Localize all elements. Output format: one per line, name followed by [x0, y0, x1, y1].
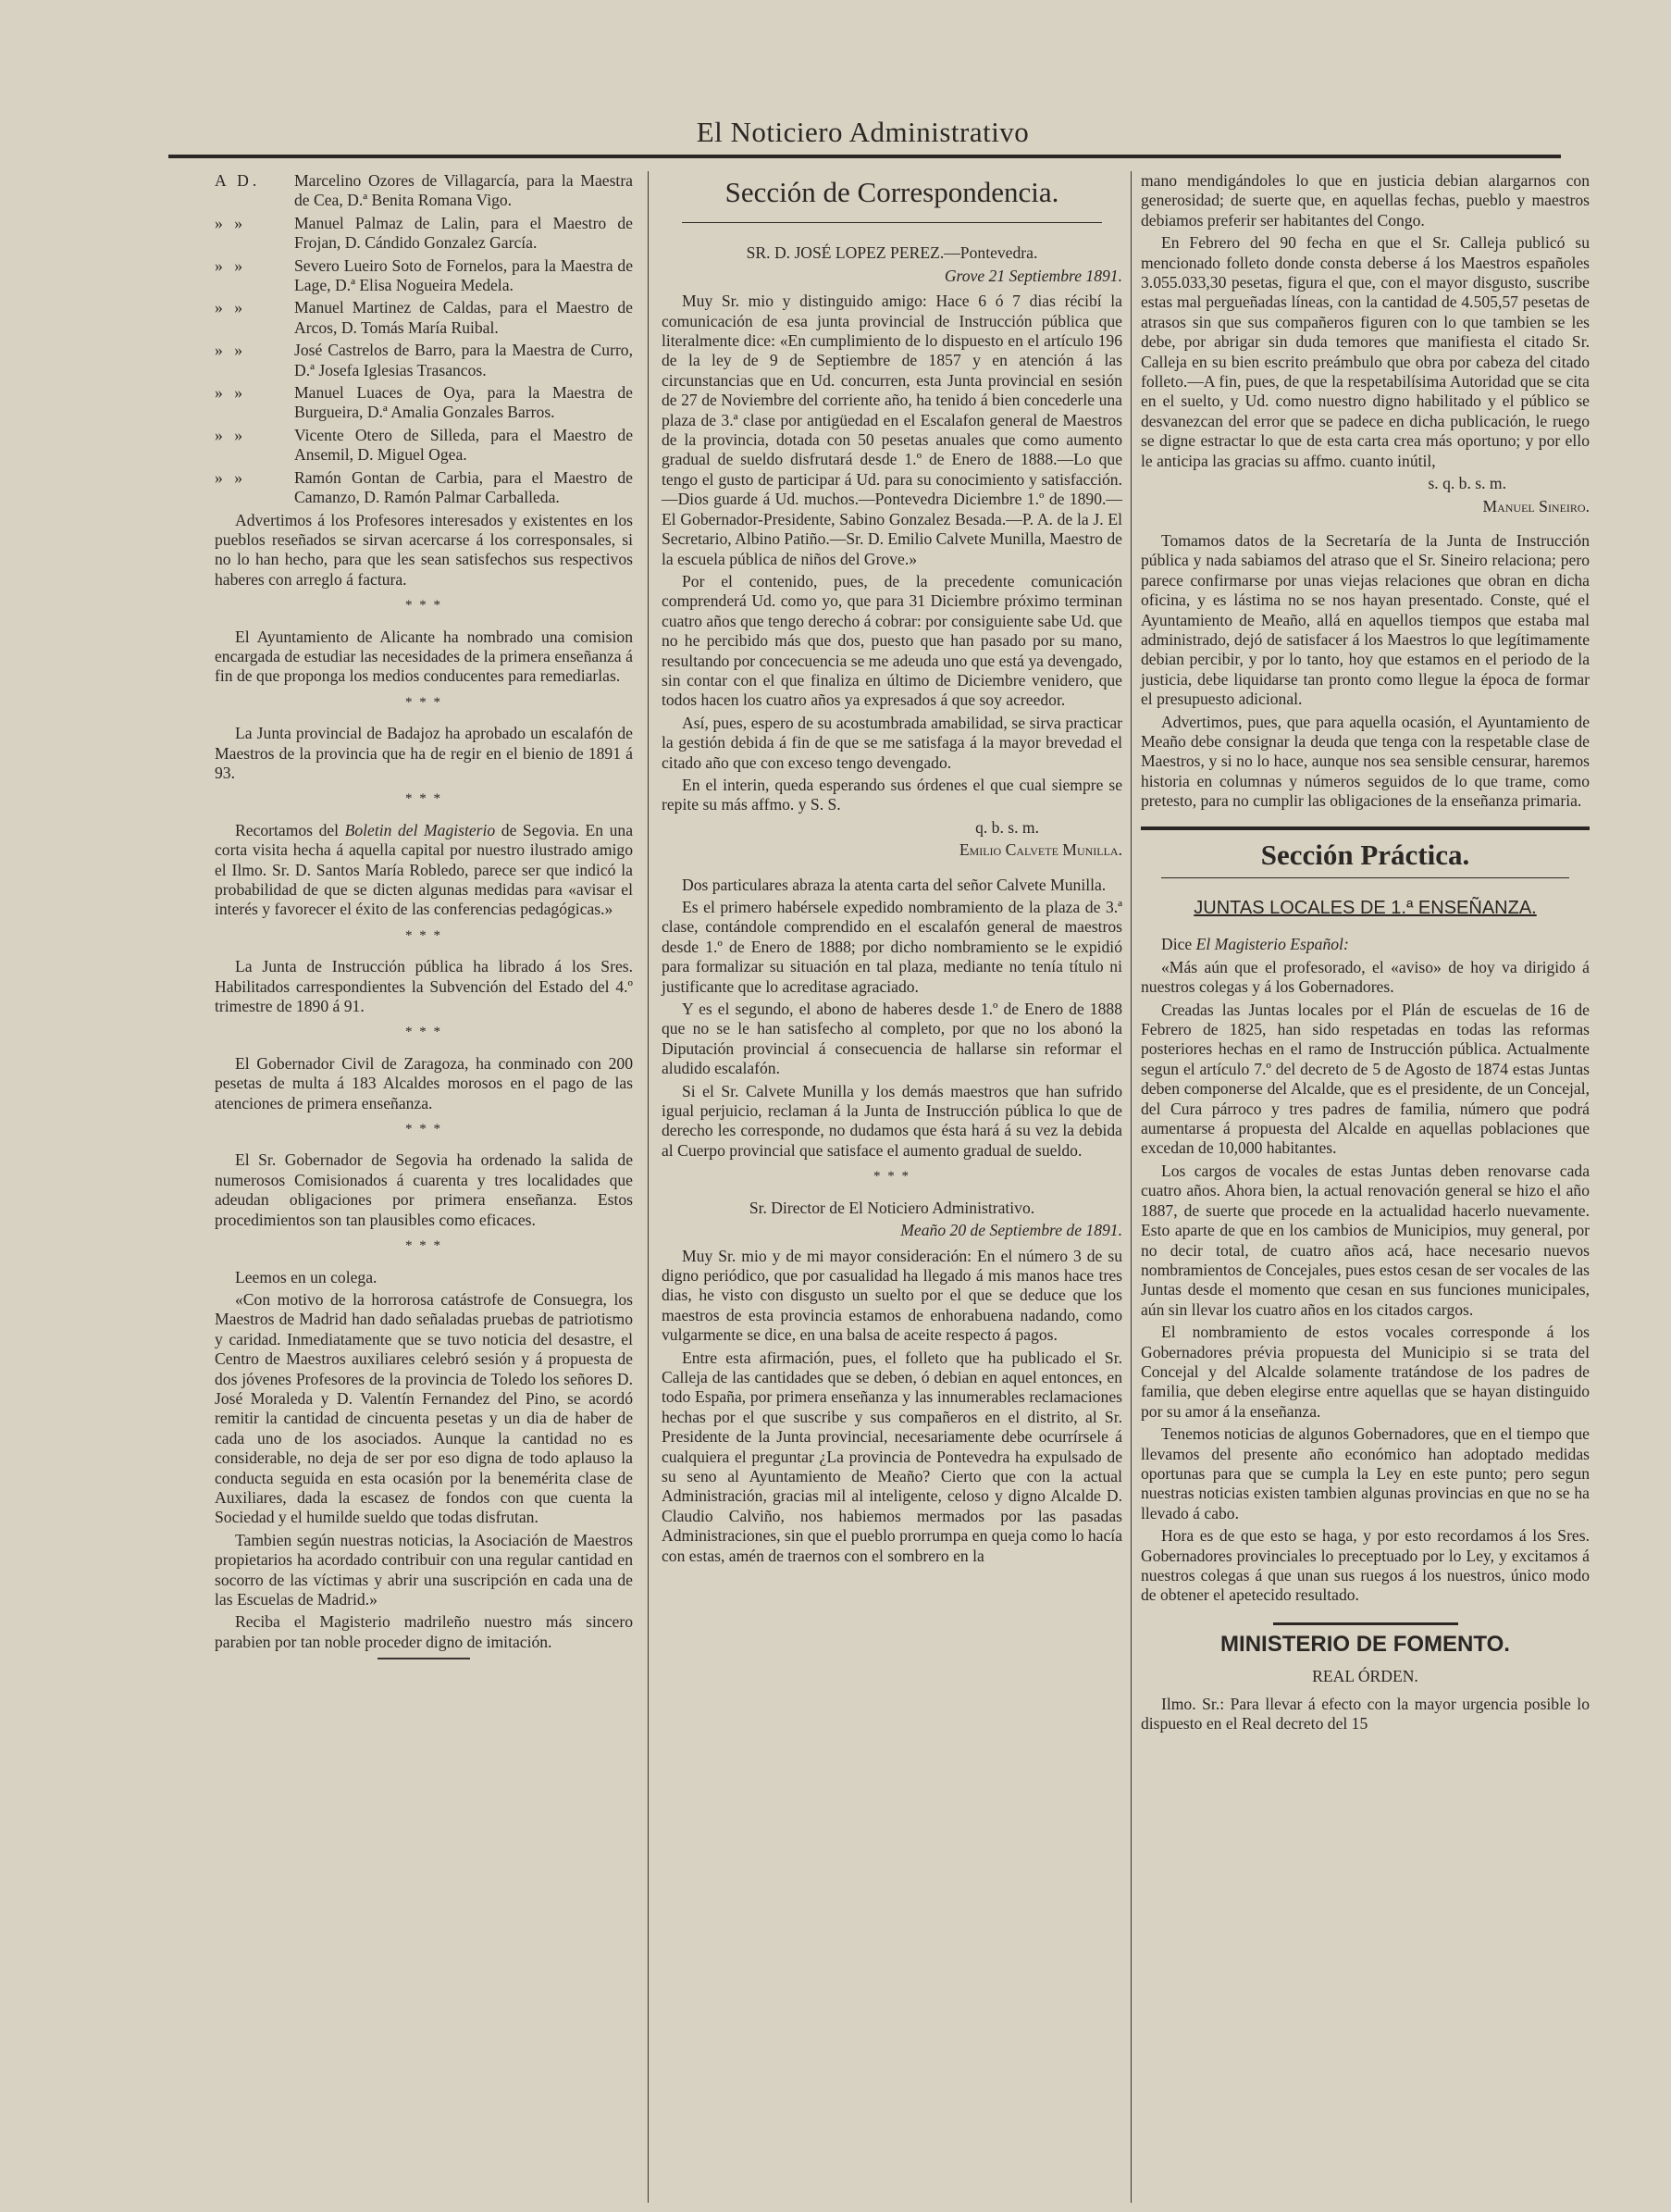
list-item [215, 383, 633, 423]
section-asterisks: * * * [405, 694, 442, 710]
list-text: José Castrelos de Barro, para la Maestra de Curro, D.ª Josefa Iglesias Trasancos. [294, 341, 633, 379]
paragraph: En Febrero del 90 fecha en que el Sr. Calleja publicó su mencionado folleto donde consta deberse á los Maestros españoles 3.055.033,30 pesetas, figura el que, con el mayor disgusto, suscribe estas mal pergueñadas líneas, con la cantidad de 4.505,57 pesetas de atrasos sin que sus compañeros figuren con lo que tambien se les debe, por abrigar sin duda temores que manifiesta el citado Sr. Calleja en su bien escrito preámbulo que obra por cabeza del citado folleto.—A fin, pues, de que la respetabilísima Autoridad que se cita en el suelto, y Ud. como nuestro digno habilitado y el público se desvanezcan del error que se padece en dicha publicación, le ruego se digne estractar lo que de esta carta crea más oportuno; y por ello le anticipa las gracias su affmo. cuanto inútil, [1141, 233, 1590, 470]
paragraph: Advertimos, pues, que para aquella ocasión, el Ayuntamiento de Meaño debe consignar la deuda que tenga con la respetable clase de Maestros, y si no lo hace, aunque nos sea sensible censurar, haremos historia en columnas y números seguidos de lo que trame, como pretesto, para no cumplir las obligaciones de la enseñanza primaria. [1141, 712, 1590, 811]
section-asterisks: * * * [405, 927, 442, 943]
paragraph: Si el Sr. Calvete Munilla y los demás maestros que han sufrido igual perjuicio, reclaman á la Junta de Instrucción pública lo que de derecho les corresponde, no dudamos que ésta hará á su vez la debida al Cuerpo provincial que satisface el aumento gradual de sueldo. [662, 1081, 1122, 1160]
list-prefix: » » [215, 383, 246, 403]
column-2 [662, 171, 1122, 1569]
paragraph: «Con motivo de la horrorosa catástrofe de Consuegra, los Maestros de Madrid han dado señaladas pruebas de patriotismo y caridad. Inmediatamente que se tuvo noticia del desastre, el Centro de Maestros auxiliares celebró sesión y á propuesta de dos jóvenes Profesores de la provincia de Toledo los señores D. José Moraleda y D. Valentín Fernandez del Pino, se acordó remitir la cantidad de cincuenta pesetas y un dia de haber de cada uno de los asociados. Aunque la cantidad no es considerable, no deja de ser por eso digna de todo aplauso la conducta seguida en esta ocasión por la benemérita clase de Auxiliares, dada la escasez de fondos con que cuenta la Sociedad y el humilde sueldo que todas disfrutan. [215, 1289, 633, 1527]
paragraph: «Más aún que el profesorado, el «aviso» de hoy va dirigido á nuestros colegas y á los Gobernadores. [1141, 957, 1590, 997]
paragraph: mano mendigándoles lo que en justicia debian alargarnos con generosidad; de suerte que, en aquellas fechas, pueblo y maestros debiamos preferir ser habitantes del Congo. [1141, 171, 1590, 230]
list-text: Severo Lueiro Soto de Fornelos, para la Maestra de Lage, D.ª Elisa Nogueira Medela. [294, 255, 633, 295]
paragraph: Dos particulares abraza la atenta carta del señor Calvete Munilla. [682, 875, 1107, 894]
section-rule [1141, 826, 1590, 830]
letter-addressee: Sr. Director de El Noticiero Administrativo. [749, 1198, 1035, 1217]
list-text: Marcelino Ozores de Villagarcía, para la Maestra de Cea, D.ª Benita Romana Vigo. [294, 171, 633, 210]
list-prefix: » » [215, 298, 246, 317]
list-item [215, 298, 633, 338]
text-run: de Segovia. En una corta visita hecha á aquella capital por nuestro ilustrado amigo el Ilmo. Sr. D. Santos María Robledo, parece ser que indicó la probabilidad de que se dicten algunas medidas para «avisar el interés y favorecer el éxito de las conferencias pedagógicas.» [215, 820, 634, 919]
publication-title: Boletin del Magisterio [344, 820, 496, 839]
paragraph: Entre esta afirmación, pues, el folleto que ha publicado el Sr. Calleja de las cantidades que se deben, ó debian en aquel entonces, en todo España, por primera enseñanza y las innumerables reclamaciones hechas por el que suscribe y sus compañeros en el distrito, al Sr. Presidente de la Junta provincial, necesariamente debe ocurrírsele á cualquiera el preguntar ¿La provincia de Pontevedra ha expulsado de su seno al Ayuntamiento de Meaño? Cierto que con la actual Administración, gracias mil al inteligente, celoso y digno Alcalde D. Claudio Calviño, nos habiemos mermados por las pasadas Administraciones, sin que el pueblo prorrumpa en queja como lo hacía con estas, amén de traernos con el sombrero en la [662, 1348, 1122, 1565]
paragraph: El Gobernador Civil de Zaragoza, ha conminado con 200 pesetas de multa á 183 Alcaldes morosos en el pago de las atenciones de primera enseñanza. [215, 1053, 633, 1112]
paragraph: La Junta de Instrucción pública ha librado á los Sres. Habilitados carrespondientes la Subvención del Estado del 4.º trimestre de 1890 á 91. [215, 957, 633, 1016]
paragraph: Así, pues, espero de su acostumbrada amabilidad, se sirva practicar la gestión debida á fin de que se me satisfaga á la mayor brevedad el citado año que con exceso tengo devengado. [662, 713, 1122, 772]
paragraph: Creadas las Juntas locales por el Plán de escuelas de 16 de Febrero de 1825, han sido respetadas en todas las reformas posteriores hechas en el ramo de Instrucción pública. Actualmente segun el artículo 7.º del decreto de 5 de Agosto de 1874 estas Juntas deben componerse del Alcalde, que es el presidente, de un Concejal, del Cura párroco y tres padres de familia, número que podrá aumentarse á propuesta del Alcalde en aquellas poblaciones que excedan de 10,000 habitantes. [1141, 1000, 1590, 1158]
letter-dateline: Grove 21 Septiembre 1891. [944, 266, 1122, 285]
ministry-heading: MINISTERIO DE FOMENTO. [1220, 1631, 1510, 1657]
letter-closing: q. b. s. m. [975, 817, 1039, 837]
letter-signature: Manuel Sineiro. [1482, 496, 1590, 516]
section-asterisks: * * * [405, 791, 442, 807]
correspondents-list [215, 171, 633, 508]
paragraph [1141, 935, 1590, 954]
paragraph: La Junta provincial de Badajoz ha aprobado un escalafón de Maestros de la provincia que ha de regir en el bienio de 1891 á 93. [215, 724, 633, 782]
list-item [215, 341, 633, 380]
paragraph: Ilmo. Sr.: Para llevar á efecto con la mayor urgencia posible lo dispuesto en el Real decreto del 15 [1141, 1694, 1590, 1734]
list-text: Vicente Otero de Silleda, para el Maestro de Ansemil, D. Miguel Ogea. [294, 425, 633, 465]
paragraph: Leemos en un colega. [235, 1267, 378, 1286]
list-item [215, 171, 633, 211]
paragraph: Y es el segundo, el abono de haberes desde 1.º de Enero de 1888 que no se le han satisfecho al completo, por que no los abonó la Diputación provincial á consecuencia de hallarse sin reformar el aludido escalafón. [662, 1000, 1122, 1078]
column-1 [215, 171, 633, 1659]
list-text: Manuel Luaces de Oya, para la Maestra de Burgueira, D.ª Amalia Gonzales Barros. [294, 383, 633, 422]
list-prefix: A D. [215, 171, 261, 190]
letter-dateline: Meaño 20 de Septiembre de 1891. [900, 1221, 1122, 1240]
list-item [215, 468, 633, 508]
list-text: Ramón Gontan de Carbia, para el Maestro de Camanzo, D. Ramón Palmar Carballeda. [294, 467, 633, 507]
section-heading: Sección de Correspondencia. [724, 176, 1059, 208]
masthead-rule [168, 155, 1561, 158]
paragraph: Reciba el Magisterio madrileño nuestro más sincero parabien por tan noble proceder digno de imitación. [215, 1612, 633, 1651]
section-asterisks: * * * [873, 1169, 910, 1185]
list-prefix: » » [215, 425, 246, 444]
text-run: Recortamos del [235, 820, 340, 839]
paragraph: Tenemos noticias de algunos Gobernadores, que en el tiempo que llevamos del presente año económico han adoptado medidas oportunas para que se cumpla la Ley en este punto; pero segun nuestras noticias existen tambien algunas provincias en que no se ha llevado á cabo. [1141, 1424, 1590, 1522]
paragraph: Tomamos datos de la Secretaría de la Junta de Instrucción pública y nada sabiamos del atraso que el Sr. Sineiro relaciona; pero parece confirmarse por unas viejas relaciones que obran en dicha oficina, y es lástima no se nos hayan presentado. Conste, qué el Ayuntamiento de Meaño, allá en aquellos tiempos que estaba mal administrado, dejó de satisfacer á los Maestros lo que legítimamente debian percibir, y por lo tanto, hoy que estamos en el periodo de la justicia, debe liquidarse tan pronto como llegue la época de formar el presupuesto adicional. [1141, 530, 1590, 709]
list-prefix: » » [215, 213, 246, 232]
list-prefix: » » [215, 255, 246, 275]
section-asterisks: * * * [405, 1122, 442, 1137]
section-asterisks: * * * [405, 598, 442, 614]
letter-signature: Emilio Calvete Munilla. [959, 840, 1122, 860]
letter-addressee: SR. D. JOSÉ LOPEZ PEREZ.—Pontevedra. [746, 243, 1038, 263]
list-text: Manuel Palmaz de Lalin, para el Maestro de Frojan, D. Cándido Gonzalez García. [294, 213, 633, 253]
column-divider-2 [1131, 171, 1132, 2203]
publication-title: El Magisterio Español: [1195, 935, 1349, 954]
text-run: Dice [1161, 935, 1193, 954]
list-item [215, 426, 633, 466]
section-asterisks: * * * [405, 1238, 442, 1254]
paragraph: Los cargos de vocales de estas Juntas deben renovarse cada cuatro años. Ahora bien, la actual renovación general se hizo el año 1887, de suerte que procede en la actualidad hacerlo nuevamente. Esto aparte de que en los cambios de Municipios, muy general, por no decir total, de cuatro años acá, hace necesario nuevos nombramientos de Concejales, pues estos cesan de ser vocales de las Juntas desde el momento que cesan en sus funciones municipales, aún sin llevar los cuatro años en los citados cargos. [1141, 1161, 1590, 1319]
paragraph: Hora es de que esto se haga, y por esto recordamos á los Sres. Gobernadores provinciales lo preceptuado por lo Ley, y excitamos á nuestros colegas á que unan sus ruegos á los nuestros, único modo de obtener el apetecido resultado. [1141, 1526, 1590, 1605]
list-prefix: » » [215, 467, 246, 487]
section-asterisks: * * * [405, 1025, 442, 1040]
paragraph: Muy Sr. mio y distinguido amigo: Hace 6 ó 7 dias récibí la comunicación de esa junta provincial de Instrucción pública que literalmente dice: «En cumplimiento de lo dispuesto en el artículo 196 de la ley de 9 de Septiembre de 1857 y en atención á las circunstancias que en Ud. concurren, esta Junta provincial en sesión de 27 de Noviembre del corriente año, ha tenido á bien concederle una plaza de 3.ª clase por antigüedad en el Escalafon general de Maestros de la provincia, dotada con 50 pesetas anuales que como aumento gradual de sueldo disfrutará desde 1.º de Enero de 1888.—Lo que tengo el gusto de participar á Ud. para su conocimiento y satisfacción.—Dios guarde á Ud. muchos.—Pontevedra Diciembre 1.º de 1890.—El Gobernador-Presidente, Sabino Gonzalez Besada.—P. A. de la J. El Secretario, Albino Patiño.—Sr. D. Emilio Calvete Munilla, Maestro de la escuela pública de niños del Grove.» [662, 292, 1122, 568]
heading-rule [682, 222, 1102, 223]
paragraph: Muy Sr. mio y de mi mayor consideración: En el número 3 de su digno periódico, que por casualidad ha llegado á mis manos hace tres dias, he visto con disgusto un suelto por el que se deduce que los maestros de esta provincia estamos de enhorabuena nadando, como vulgarmente se dice, en una balsa de aceite respecto á pagos. [662, 1246, 1122, 1345]
paragraph: Es el primero habérsele expedido nombramiento de la plaza de 3.ª clase, contándole comprendido en el escalafón general de maestros desde 1.º de Enero de 1888; por dicho nombramiento se le expidió para formalizar su situación en tal plaza, mediante no tenía título ni justificante que lo acreditase agraciado. [662, 898, 1122, 996]
list-prefix: » » [215, 341, 246, 360]
paragraph [215, 821, 633, 920]
end-rule [378, 1658, 470, 1659]
section-heading: Sección Práctica. [1260, 838, 1470, 871]
paragraph: Advertimos á los Profesores interesados y existentes en los pueblos reseñados se sirvan acercarse á los corresponsales, si no lo han hecho, para que les sean satisfechos sus respectivos haberes con arreglo á factura. [215, 510, 633, 589]
paragraph: El nombramiento de estos vocales corresponde á los Gobernadores prévia propuesta del Municipio si se trata del Concejal y del Alcalde solamente tratándose de los padres de familia, que deben elegirse entre aquellas que se hayan distinguido por su amor á la enseñanza. [1141, 1323, 1590, 1421]
column-3 [1141, 171, 1590, 1736]
masthead-title: El Noticiero Administrativo [696, 116, 1030, 148]
subsection-heading: JUNTAS LOCALES DE 1.ª ENSEÑANZA. [1194, 898, 1537, 918]
list-item [215, 256, 633, 296]
paragraph: El Ayuntamiento de Alicante ha nombrado una comision encargada de estudiar las necesidades de la primera enseñanza á fin de que proponga los medios conducentes para remediarlas. [215, 627, 633, 686]
paragraph: Por el contenido, pues, de la precedente comunicación comprenderá Ud. como yo, que para 31 Diciembre próximo terminan cuatro años que tengo derecho á cobrar: por consiguiente sabe Ud. que no he percibido más que dos, puesto que han pasado por su mano, resultando por concecuencia se me adeuda uno que está ya devengado, sin contar con el que finaliza en último de Diciembre venidero, que todos hacen los cuatro años ya expresados á que soy acreedor. [662, 571, 1122, 710]
section-rule [1273, 1622, 1458, 1625]
subsection-heading: REAL ÓRDEN. [1312, 1667, 1418, 1686]
paragraph: En el interin, queda esperando sus órdenes el que cual siempre se repite su más affmo. y S. S. [662, 775, 1122, 814]
column-divider-1 [648, 171, 649, 2203]
letter-closing: s. q. b. s. m. [1428, 474, 1506, 493]
list-item [215, 214, 633, 254]
paragraph: Tambien según nuestras noticias, la Asociación de Maestros propietarios ha acordado contribuir con una regular cantidad en socorro de las víctimas y abrir una suscripción en cada una de las Escuelas de Madrid.» [215, 1530, 633, 1609]
paragraph: El Sr. Gobernador de Segovia ha ordenado la salida de numerosos Comisionados á cuarenta y tres localidades que adeudan obligaciones por primera enseñanza. Estos procedimientos son tan plausibles como eficaces. [215, 1150, 633, 1229]
list-text: Manuel Martinez de Caldas, para el Maestro de Arcos, D. Tomás María Ruibal. [294, 298, 633, 337]
heading-rule [1161, 877, 1569, 878]
